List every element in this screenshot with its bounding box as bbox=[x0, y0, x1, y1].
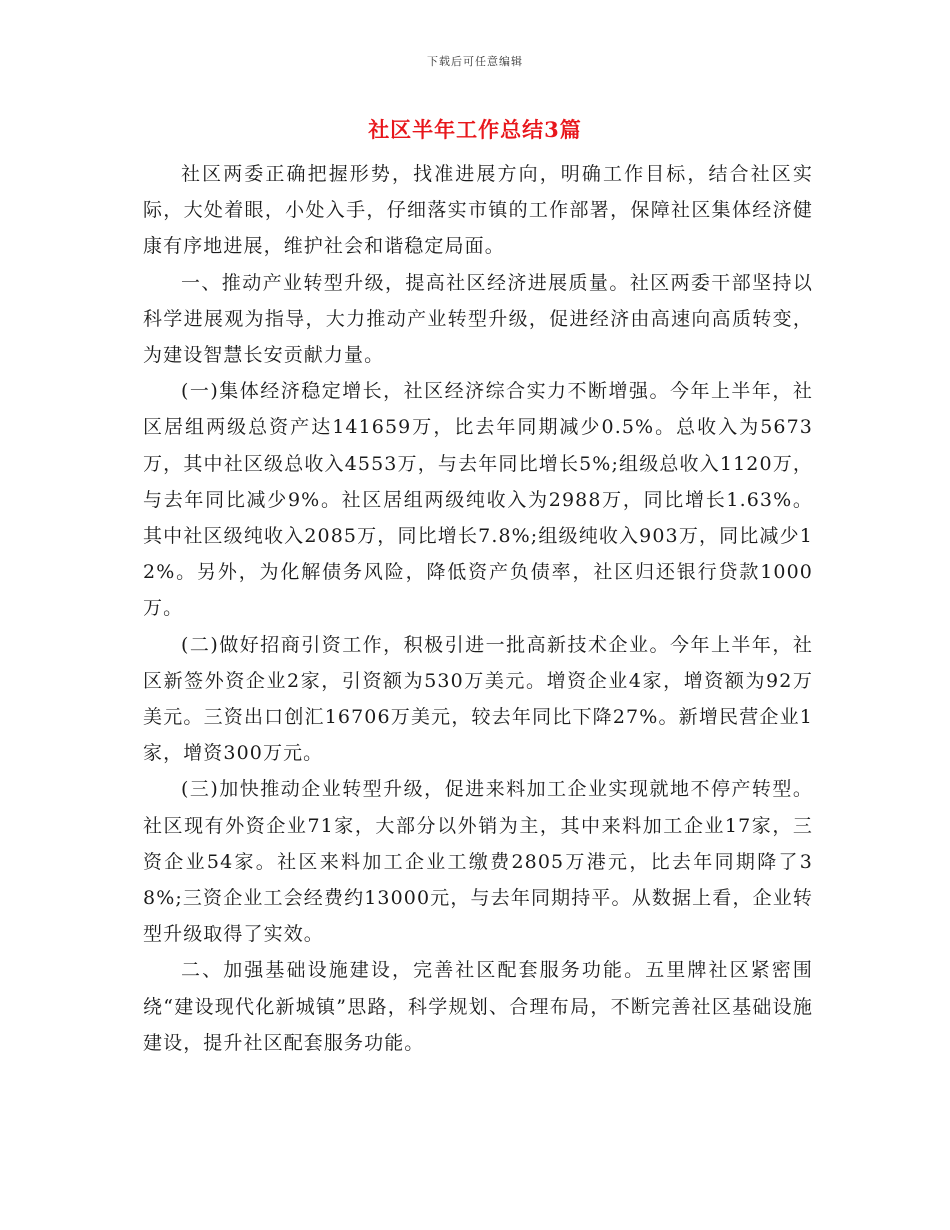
paragraph-intro: 社区两委正确把握形势，找准进展方向，明确工作目标，结合社区实际，大处着眼，小处入手，仔细落实市镇的工作部署，保障社区集体经济健康有序地进展，维护社会和谐稳定局面。 bbox=[143, 163, 813, 258]
document-title: 社区半年工作总结3篇 bbox=[368, 117, 582, 142]
paragraph-section-1-1: (一)集体经济稳定增长，社区经济综合实力不断增强。今年上半年，社区居组两级总资产达141659万，比去年同期减少0.5%。总收入为5673万，其中社区级总收入4553万，与去年同比增长5%;组级总收入1120万，与去年同比减少9%。社区居组两级纯收入为2988万，同比增长1.63%。其中社区级纯收入2085万，同比增长7.8%;组级纯收入903万，同比减少12%。另外，为化解债务风险，降低资产负债率，社区归还银行贷款1000万。 bbox=[143, 380, 813, 620]
paragraph-section-1-3: (三)加快推动企业转型升级，促进来料加工企业实现就地不停产转型。社区现有外资企业71家，大部分以外销为主，其中来料加工企业17家，三资企业54家。社区来料加工企业工缴费2805万港元，比去年同期降了38%;三资企业工会经费约13000元，与去年同期持平。从数据上看，企业转型升级取得了实效。 bbox=[143, 778, 813, 946]
paragraph-section-1: 一、推动产业转型升级，提高社区经济进展质量。社区两委干部坚持以科学进展观为指导，大力推动产业转型升级，促进经济由高速向高质转变，为建设智慧长安贡献力量。 bbox=[143, 271, 813, 367]
paragraph-section-2: 二、加强基础设施建设，完善社区配套服务功能。五里牌社区紧密围绕“建设现代化新城镇”思路，科学规划、合理布局，不断完善社区基础设施建设，提升社区配套服务功能。 bbox=[143, 959, 813, 1054]
document-body bbox=[143, 156, 813, 1061]
paragraph-section-1-2: (二)做好招商引资工作，积极引进一批高新技术企业。今年上半年，社区新签外资企业2家，引资额为530万美元。增资企业4家，增资额为92万美元。三资出口创汇16706万美元，较去年同比下降27%。新增民营企业1家，增资300万元。 bbox=[143, 633, 813, 765]
header-note: 下载后可任意编辑 bbox=[427, 55, 523, 68]
